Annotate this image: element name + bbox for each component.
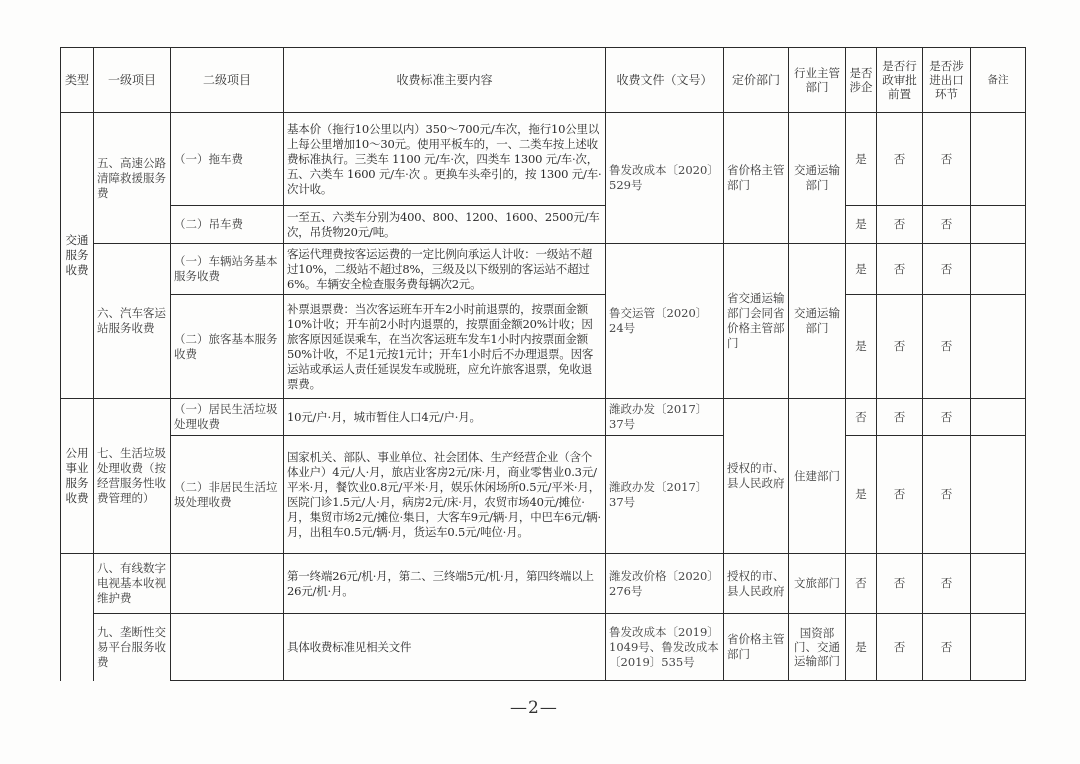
approval-flag: 否: [877, 244, 923, 295]
level1-cell: 九、垄断性交易平台服务收费: [94, 614, 171, 681]
type-cell-empty: [61, 554, 94, 614]
header-pricing-dept: 定价部门: [724, 48, 789, 113]
import-export-flag: 否: [923, 295, 971, 399]
pricing-dept-cell: 授权的市、县人民政府: [724, 554, 789, 614]
content-cell: 10元/户·月，城市暂住人口4元/户·月。: [284, 399, 606, 436]
import-export-flag: 否: [923, 614, 971, 681]
header-admin-approval: 是否行政审批前置: [877, 48, 923, 113]
document-cell: 鲁发改成本〔2020〕529号: [606, 113, 724, 244]
type-cell: 交通服务收费: [61, 113, 94, 399]
level2-cell: （二）非居民生活垃圾处理收费: [171, 436, 284, 554]
header-row: [61, 48, 1026, 113]
level2-cell: （一）居民生活垃圾处理收费: [171, 399, 284, 436]
import-export-flag: 否: [923, 436, 971, 554]
content-cell: 国家机关、部队、事业单位、社会团体、生产经营企业（含个体业户）4元/人·月，旅店业客房2元/床·月，商业零售业0.3元/平米·月，餐饮业0.8元/平米·月，娱乐休闲场所0.5元/平米·月，医院门诊1.5元/人·月，病房2元/床·月，农贸市场40元/摊位·月，集贸市场2元/摊位·集日，大客车9元/辆·月，中巴车6元/辆·月，出租车0.5元/辆·月，货运车0.5元/吨位·月。: [284, 436, 606, 554]
header-level2: 二级项目: [171, 48, 284, 113]
industry-dept-cell: 交通运输部门: [789, 113, 846, 244]
pricing-dept-cell: 省价格主管部门: [724, 113, 789, 244]
level1-cell: 七、生活垃圾处理收费（按经营服务性收费管理的）: [94, 399, 171, 554]
table-row: [61, 554, 1026, 614]
header-type: 类型: [61, 48, 94, 113]
pricing-dept-cell: 省交通运输部门会同省价格主管部门: [724, 244, 789, 399]
level1-cell: 五、高速公路清障救援服务费: [94, 113, 171, 244]
industry-dept-cell: 住建部门: [789, 399, 846, 554]
table-row: [61, 436, 1026, 554]
level2-cell: （一）车辆站务基本服务收费: [171, 244, 284, 295]
header-involves-enterprise: 是否涉企: [846, 48, 877, 113]
approval-flag: 否: [877, 206, 923, 244]
header-remarks: 备注: [971, 48, 1026, 113]
approval-flag: 否: [877, 295, 923, 399]
pricing-dept-cell: 授权的市、县人民政府: [724, 399, 789, 554]
remarks-cell: [971, 295, 1026, 399]
import-export-flag: 否: [923, 206, 971, 244]
import-export-flag: 否: [923, 399, 971, 436]
table-row: [61, 295, 1026, 399]
table-row: [61, 113, 1026, 206]
content-cell: 客运代理费按客运运费的一定比例向承运人计收：一级站不超过10%，二级站不超过8%，三级及以下级别的客运站不超过6%。车辆安全检查服务费每辆次2元。: [284, 244, 606, 295]
level2-cell: （一）拖车费: [171, 113, 284, 206]
header-import-export: 是否涉进出口环节: [923, 48, 971, 113]
remarks-cell: [971, 554, 1026, 614]
content-cell: 第一终端26元/机·月，第二、三终端5元/机·月，第四终端以上26元/机·月。: [284, 554, 606, 614]
enterprise-flag: 是: [846, 206, 877, 244]
approval-flag: 否: [877, 436, 923, 554]
enterprise-flag: 是: [846, 295, 877, 399]
remarks-cell: [971, 399, 1026, 436]
remarks-cell: [971, 206, 1026, 244]
industry-dept-cell: 国资部门、交通运输部门: [789, 614, 846, 681]
approval-flag: 否: [877, 554, 923, 614]
import-export-flag: 否: [923, 244, 971, 295]
import-export-flag: 否: [923, 113, 971, 206]
import-export-flag: 否: [923, 554, 971, 614]
enterprise-flag: 否: [846, 399, 877, 436]
level1-cell: 八、有线数字电视基本收视维护费: [94, 554, 171, 614]
approval-flag: 否: [877, 399, 923, 436]
type-cell-empty: [61, 614, 94, 681]
level2-cell: （二）吊车费: [171, 206, 284, 244]
level2-cell: （二）旅客基本服务收费: [171, 295, 284, 399]
content-cell: 补票退票费：当次客运班车开车2小时前退票的，按票面金额10%计收；开车前2小时内退票的，按票面金额20%计收；因旅客原因延误乘车，在当次客运班车发车1小时内按票面金额50%计收，不足1元按1元计；开车1小时后不办理退票。因客运站或承运人责任延误发车或脱班，应允许旅客退票，免收退票费。: [284, 295, 606, 399]
table-row: [61, 614, 1026, 681]
content-cell: 基本价（拖行10公里以内）350～700元/车次，拖行10公里以上每公里增加10～30元。使用平板车的，一、二类车按上述收费标准执行。三类车 1100 元/车·次，四类车 1300 元/车·次，五、六类车 1600 元/车·次 。更换车头牵引的，按 1300 元/车·次计收。: [284, 113, 606, 206]
remarks-cell: [971, 436, 1026, 554]
remarks-cell: [971, 244, 1026, 295]
document-cell: 鲁发改成本〔2019〕1049号、鲁发改成本〔2019〕535号: [606, 614, 724, 681]
document-cell: 潍发改价格〔2020〕276号: [606, 554, 724, 614]
document-cell: 潍政办发〔2017〕37号: [606, 399, 724, 436]
pricing-dept-cell: 省价格主管部门: [724, 614, 789, 681]
type-cell: 公用事业服务收费: [61, 399, 94, 554]
table-row: [61, 244, 1026, 295]
document-cell: 潍政办发〔2017〕37号: [606, 436, 724, 554]
level2-cell: [171, 554, 284, 614]
document-cell: 鲁交运管〔2020〕24号: [606, 244, 724, 399]
approval-flag: 否: [877, 614, 923, 681]
enterprise-flag: 是: [846, 113, 877, 206]
level2-cell: [171, 614, 284, 681]
industry-dept-cell: 文旅部门: [789, 554, 846, 614]
enterprise-flag: 是: [846, 244, 877, 295]
fee-standards-table: [60, 47, 1026, 681]
header-content: 收费标准主要内容: [284, 48, 606, 113]
enterprise-flag: 否: [846, 554, 877, 614]
enterprise-flag: 是: [846, 436, 877, 554]
content-cell: 一至五、六类车分别为400、800、1200、1600、2500元/车次，吊货物20元/吨。: [284, 206, 606, 244]
remarks-cell: [971, 113, 1026, 206]
page-number: —2—: [510, 698, 558, 718]
remarks-cell: [971, 614, 1026, 681]
table-row: [61, 399, 1026, 436]
table-row: [61, 206, 1026, 244]
level1-cell: 六、汽车客运站服务收费: [94, 244, 171, 399]
content-cell: 具体收费标准见相关文件: [284, 614, 606, 681]
header-level1: 一级项目: [94, 48, 171, 113]
header-document: 收费文件（文号）: [606, 48, 724, 113]
header-industry-dept: 行业主管部门: [789, 48, 846, 113]
industry-dept-cell: 交通运输部门: [789, 244, 846, 399]
approval-flag: 否: [877, 113, 923, 206]
enterprise-flag: 是: [846, 614, 877, 681]
